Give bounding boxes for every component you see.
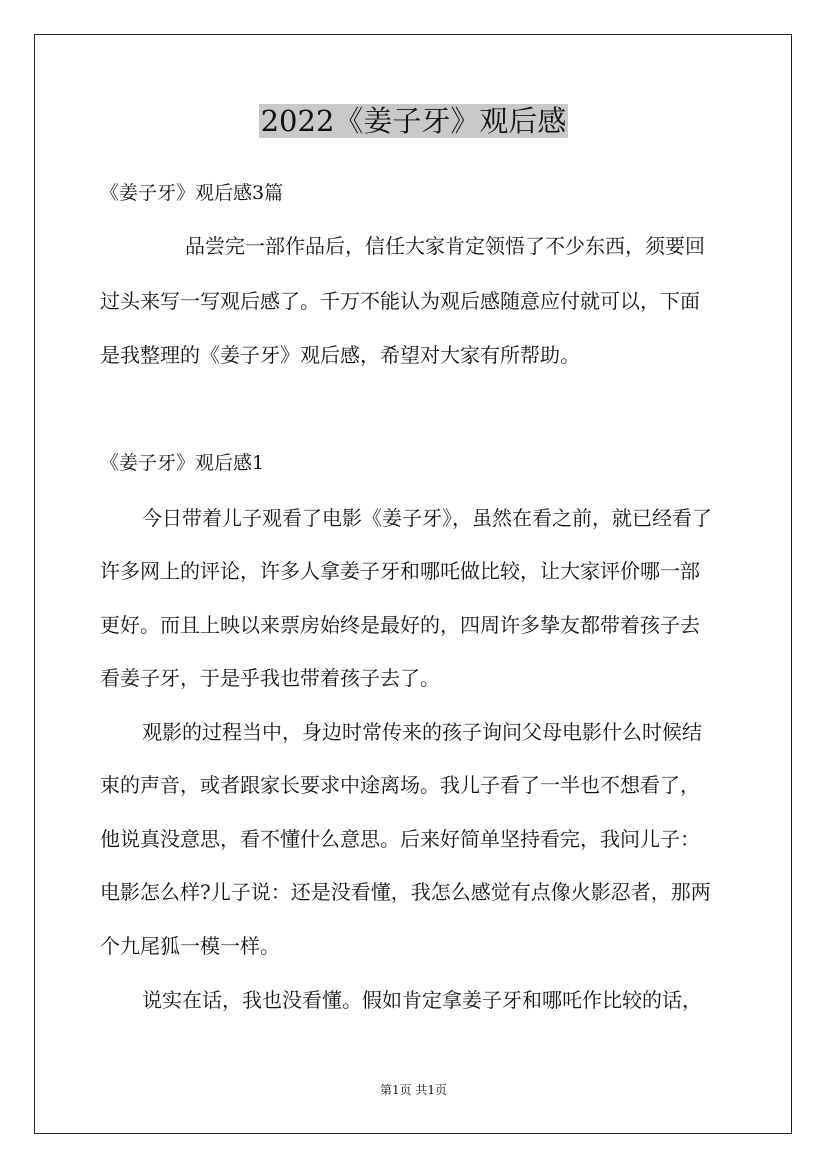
document-subtitle: 《姜子牙》观后感3篇 [100, 182, 284, 204]
text-line: 许多网上的评论，许多人拿姜子牙和哪吒做比较，让大家评价哪一部 [100, 559, 700, 583]
text-line: 品尝完一部作品后，信任大家肯定领悟了不少东西，须要回 [185, 234, 705, 258]
text-line: 过头来写一写观后感了。千万不能认为观后感随意应付就可以，下面 [100, 289, 700, 313]
text-line: 束的声音，或者跟家长要求中途离场。我儿子看了一半也不想看了， [100, 773, 700, 797]
text-line: 观影的过程当中，身边时常传来的孩子询问父母电影什么时候结 [142, 720, 702, 744]
text-line: 今日带着儿子观看了电影《姜子牙》，虽然在看之前，就已经看了 [142, 506, 712, 530]
text-line: 电影怎么样?儿子说：还是没看懂，我怎么感觉有点像火影忍者，那两 [100, 880, 711, 904]
text-line: 他说真没意思，看不懂什么意思。后来好简单坚持看完，我问儿子： [100, 827, 700, 851]
text-line: 个九尾狐一模一样。 [100, 934, 280, 958]
page-footer: 第1页 共1页 [379, 1083, 448, 1097]
text-line: 是我整理的《姜子牙》观后感，希望对大家有所帮助。 [100, 343, 580, 367]
document-title [0, 101, 827, 141]
text-line: 说实在话，我也没看懂。假如肯定拿姜子牙和哪吒作比较的话， [142, 988, 702, 1012]
document-title-text: 2022《姜子牙》观后感 [260, 104, 567, 138]
text-line: 看姜子牙，于是乎我也带着孩子去了。 [100, 666, 440, 690]
text-line: 更好。而且上映以来票房始终是最好的，四周许多挚友都带着孩子去 [100, 613, 700, 637]
section-heading: 《姜子牙》观后感1 [100, 452, 265, 474]
